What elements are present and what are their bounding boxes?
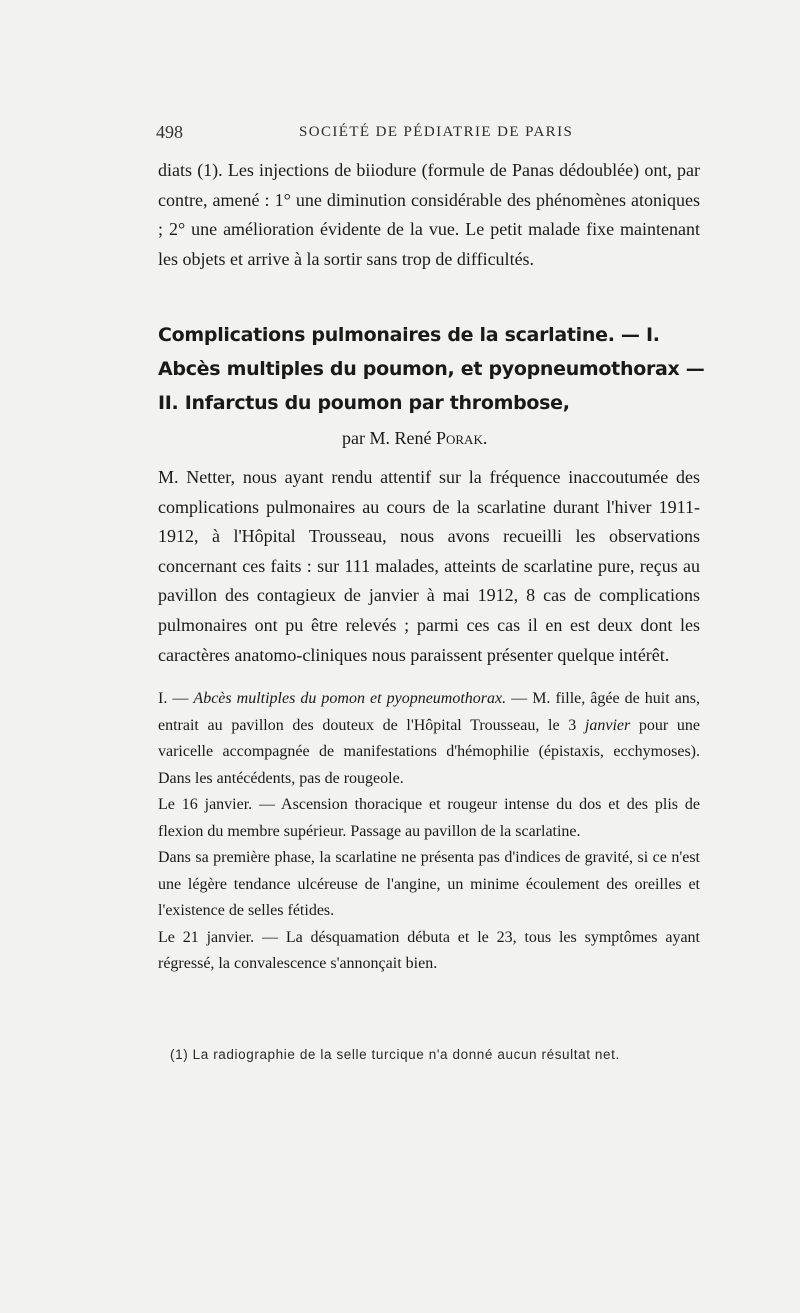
- main-block: [158, 463, 700, 670]
- case1-date: janvier: [584, 716, 631, 734]
- page-number: 498: [156, 122, 183, 142]
- running-head: SOCIÉTÉ DE PÉDIATRIE DE PARIS: [299, 124, 574, 140]
- case1-title: Abcès multiples du pomon et pyopneumothorax.: [193, 690, 507, 707]
- case-paragraph-4: Le 21 janvier. — La désquamation débuta et le 23, tous les symptômes ayant régressé, la convalescence s'annonçait bien.: [158, 928, 700, 972]
- footnote: (1) La radiographie de la selle turcique n'a donné aucun résultat net.: [170, 1047, 620, 1062]
- author-name: Porak.: [435, 428, 488, 448]
- case1-text-a: — M. fille, âgée de huit ans, entrait au pavillon des douteux de l'Hôpital Trousseau, le 3: [158, 690, 701, 734]
- article-author: [342, 428, 487, 449]
- main-paragraph: M. Netter, nous ayant rendu attentif sur la fréquence inaccoutumée des complications pulmonaires au cours de la scarlatine durant l'hiver 1911-1912, à l'Hôpital Trousseau, nous avons recueilli les observations concernant ces faits : sur 111 malades, atteints de scarlatine pure, reçus au pavillon des contagieux de janvier à mai 1912, 8 cas de complications pulmonaires ont pu être relevés ; parmi ces cas il en est deux dont les caractères anatomo-cliniques nous paraissent présenter quelque intérêt.: [158, 467, 700, 665]
- intro-paragraph: diats (1). Les injections de biiodure (formule de Panas dédoublée) ont, par contre, amené : 1° une diminution considérable des phénomènes atoniques ; 2° une amélioration évidente de la vue. Le petit malade fixe maintenant les objets et arrive à la sortir sans trop de difficultés.: [158, 160, 700, 269]
- case-block: [158, 686, 700, 978]
- case-paragraph-1: [158, 686, 700, 792]
- author-prefix: par M. René: [342, 428, 432, 448]
- case-paragraph-3: Dans sa première phase, la scarlatine ne présenta pas d'indices de gravité, si ce n'est une légère tendance ulcéreuse de l'angine, un minime écoulement des oreilles et l'existence de selles fétides.: [158, 849, 700, 919]
- case1-text-b: pour une varicelle accompagnée de manifestations d'hémophilie (épistaxis, ecchymoses). Dans les antécédents, pas de rougeole.: [158, 716, 700, 787]
- article-title: Complications pulmonaires de la scarlatine. — I. Abcès multiples du poumon, et pyopneumothorax — II. Infarctus du poumon par thrombose,: [158, 324, 705, 414]
- case1-number: I. —: [158, 690, 189, 707]
- intro-block: [158, 156, 700, 274]
- case-paragraph-2: Le 16 janvier. — Ascension thoracique et rougeur intense du dos et des plis de flexion du membre supérieur. Passage au pavillon de la scarlatine.: [158, 796, 700, 840]
